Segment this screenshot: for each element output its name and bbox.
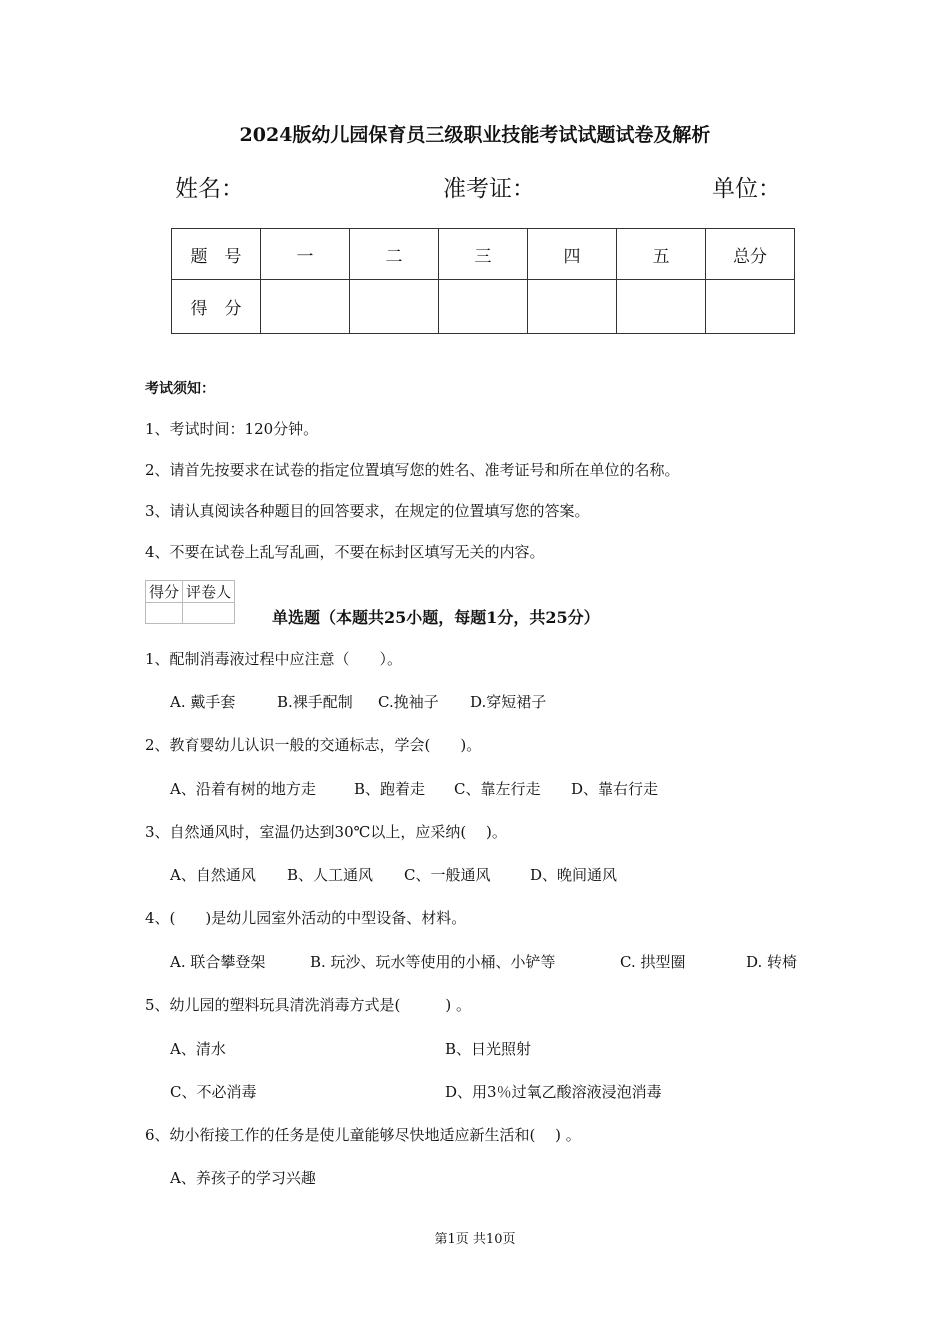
score-header-1: 一 bbox=[261, 229, 350, 280]
grader-box bbox=[145, 580, 235, 624]
score-cell[interactable] bbox=[439, 280, 528, 334]
option[interactable]: A、沿着有树的地方走 bbox=[170, 780, 316, 798]
score-cell[interactable] bbox=[350, 280, 439, 334]
section-title: 单选题（本题共25小题，每题1分，共25分） bbox=[272, 608, 600, 627]
option[interactable]: B.裸手配制 bbox=[277, 693, 353, 711]
grader-score-label: 得分 bbox=[146, 581, 183, 603]
question-stem: 4、( )是幼儿园室外活动的中型设备、材料。 bbox=[145, 909, 467, 927]
option[interactable]: B、跑着走 bbox=[354, 780, 426, 798]
option[interactable]: D.穿短裙子 bbox=[470, 693, 547, 711]
notice-item: 2、请首先按要求在试卷的指定位置填写您的姓名、准考证号和所在单位的名称。 bbox=[145, 461, 680, 479]
grader-score-cell[interactable] bbox=[146, 603, 183, 624]
score-cell[interactable] bbox=[706, 280, 795, 334]
option[interactable]: A、养孩子的学习兴趣 bbox=[170, 1169, 316, 1187]
notice-heading: 考试须知： bbox=[145, 381, 215, 397]
question-stem: 6、幼小衔接工作的任务是使儿童能够尽快地适应新生活和( ) 。 bbox=[145, 1126, 581, 1144]
notice-item: 1、考试时间：120分钟。 bbox=[145, 420, 319, 438]
score-header-3: 三 bbox=[439, 229, 528, 280]
question-stem: 1、配制消毒液过程中应注意（ ）。 bbox=[145, 650, 403, 668]
option[interactable]: C. 拱型圈 bbox=[620, 953, 686, 971]
unit-field-label: 单位： bbox=[712, 176, 781, 202]
option[interactable]: D、用3％过氧乙酸溶液浸泡消毒 bbox=[445, 1083, 662, 1101]
score-row-label: 得 分 bbox=[172, 280, 261, 334]
option[interactable]: A、清水 bbox=[170, 1040, 226, 1058]
option[interactable]: A. 联合攀登架 bbox=[170, 953, 266, 971]
option[interactable]: D. 转椅 bbox=[746, 953, 798, 971]
score-header-4: 四 bbox=[528, 229, 617, 280]
option[interactable]: C.挽袖子 bbox=[378, 693, 439, 711]
option[interactable]: A、自然通风 bbox=[170, 866, 256, 884]
option[interactable]: C、靠左行走 bbox=[454, 780, 541, 798]
grader-name-cell[interactable] bbox=[183, 603, 235, 624]
option[interactable]: C、一般通风 bbox=[404, 866, 491, 884]
page-footer: 第1页 共10页 bbox=[434, 1232, 516, 1247]
score-cell[interactable] bbox=[617, 280, 706, 334]
question-stem: 3、自然通风时，室温仍达到30℃以上，应采纳( )。 bbox=[145, 823, 507, 841]
score-header-2: 二 bbox=[350, 229, 439, 280]
score-cell[interactable] bbox=[528, 280, 617, 334]
score-header-5: 五 bbox=[617, 229, 706, 280]
option[interactable]: B、人工通风 bbox=[287, 866, 374, 884]
score-header-total: 总分 bbox=[706, 229, 795, 280]
notice-item: 4、不要在试卷上乱写乱画，不要在标封区填写无关的内容。 bbox=[145, 543, 545, 561]
page-title: 2024版幼儿园保育员三级职业技能考试试题试卷及解析 bbox=[239, 124, 711, 146]
option[interactable]: D、晚间通风 bbox=[530, 866, 618, 884]
option[interactable]: A. 戴手套 bbox=[170, 693, 236, 711]
exam-id-field-label: 准考证： bbox=[443, 176, 535, 202]
option[interactable]: B. 玩沙、玩水等使用的小桶、小铲等 bbox=[310, 953, 556, 971]
score-table bbox=[171, 228, 795, 334]
option[interactable]: D、靠右行走 bbox=[571, 780, 659, 798]
question-stem: 5、幼儿园的塑料玩具清洗消毒方式是( ) 。 bbox=[145, 996, 472, 1014]
option[interactable]: C、不必消毒 bbox=[170, 1083, 257, 1101]
score-header-label: 题 号 bbox=[172, 229, 261, 280]
question-stem: 2、教育婴幼儿认识一般的交通标志，学会( )。 bbox=[145, 736, 482, 754]
name-field-label: 姓名： bbox=[175, 176, 244, 202]
notice-item: 3、请认真阅读各种题目的回答要求，在规定的位置填写您的答案。 bbox=[145, 502, 590, 520]
score-cell[interactable] bbox=[261, 280, 350, 334]
grader-name-label: 评卷人 bbox=[183, 581, 235, 603]
option[interactable]: B、日光照射 bbox=[445, 1040, 532, 1058]
